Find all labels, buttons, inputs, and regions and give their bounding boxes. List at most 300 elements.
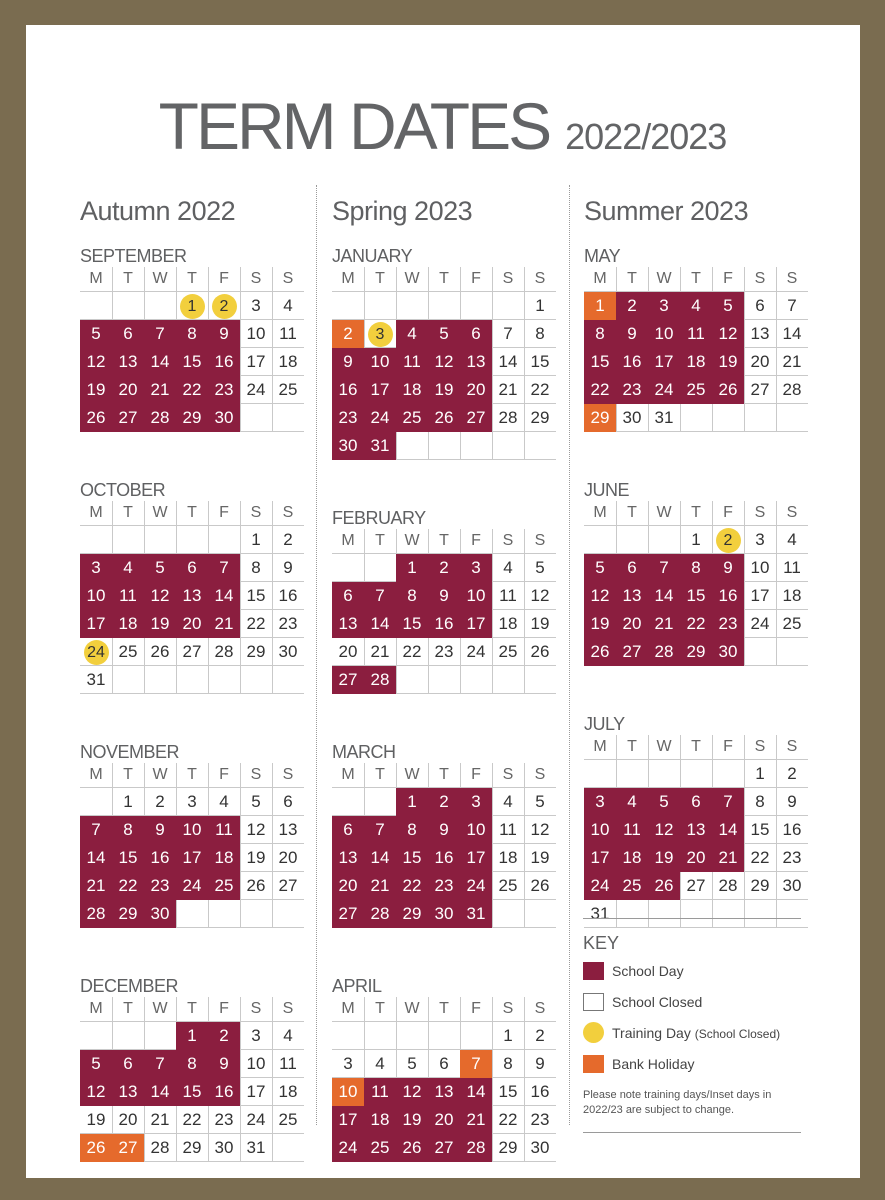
day-cell-closed: 29 [182,1138,202,1157]
training-day-marker: 24 [84,640,109,665]
weekday-header: T [375,1000,385,1017]
day-cell-school: 12 [428,348,460,376]
month-name: DECEMBER [80,976,179,996]
weekday-header: W [404,1000,420,1017]
training-day-marker: 2 [716,528,741,553]
weekday-header: W [152,1000,168,1017]
day-cell-closed: 21 [782,352,802,371]
day-cell-closed: 18 [498,614,518,633]
day-cell-closed: 24 [246,1110,266,1129]
weekday-header: F [471,270,481,287]
day-cell-school: 23 [428,872,460,900]
weekday-header: W [404,532,420,549]
day-cell-school: 3 [80,554,112,582]
day-cell-closed: 26 [150,642,170,661]
month-grid [332,997,556,1163]
day-cell-closed: 3 [251,296,261,315]
page-title [0,88,885,164]
day-cell-closed: 20 [750,352,770,371]
weekday-header: S [250,270,262,287]
day-cell-school: 26 [584,638,616,666]
grid-line [80,693,304,694]
day-cell-school: 24 [332,1134,364,1162]
day-cell-closed: 3 [187,792,197,811]
day-cell-school: 2 [616,292,648,320]
day-cell-closed: 12 [530,586,550,605]
month-grid [80,267,304,433]
day-cell-closed: 24 [246,380,266,399]
training-day-note: (School Closed) [694,1027,781,1041]
day-cell-school: 10 [648,320,680,348]
weekday-header: W [656,504,672,521]
day-cell-school: 2 [208,1022,240,1050]
weekday-header: F [723,270,733,287]
day-cell-closed: 22 [182,1110,202,1129]
day-cell-closed: 8 [535,324,545,343]
day-cell-school: 22 [112,872,144,900]
day-cell-closed: 15 [750,820,770,839]
weekday-header: S [534,270,546,287]
day-cell-closed: 27 [750,380,770,399]
day-cell-closed: 30 [530,1138,550,1157]
day-cell-closed: 18 [278,352,298,371]
school-day-swatch [583,962,604,980]
key-label: School Day [612,963,684,979]
day-cell-training [712,526,744,554]
day-cell-closed: 16 [530,1082,550,1101]
term-title-spring: Spring 2023 [332,196,473,226]
weekday-header: S [250,1000,262,1017]
weekday-header: T [123,504,133,521]
day-cell-closed: 30 [782,876,802,895]
day-cell-school: 28 [364,900,396,928]
month-name: OCTOBER [80,480,166,500]
day-cell-school: 26 [712,376,744,404]
day-cell-school: 26 [80,404,112,432]
day-cell-closed: 30 [278,642,298,661]
day-cell-school: 30 [332,432,364,460]
day-cell-closed: 14 [782,324,802,343]
day-cell-school: 28 [460,1134,492,1162]
weekday-header: T [691,270,701,287]
weekday-header: S [786,738,798,755]
month-name: JUNE [584,480,630,500]
day-cell-training [80,638,112,666]
title-year: 2022/2023 [565,116,727,157]
day-cell-school: 14 [712,816,744,844]
day-cell-school: 23 [712,610,744,638]
day-cell-closed: 7 [503,324,513,343]
day-cell-school: 11 [112,582,144,610]
day-cell-training [364,320,396,348]
weekday-header: M [341,1000,355,1017]
day-cell-school: 1 [396,554,428,582]
day-cell-closed: 14 [498,352,518,371]
day-cell-bank-holiday: 27 [112,1134,144,1162]
weekday-header: M [89,504,103,521]
day-cell-closed: 23 [434,642,454,661]
day-cell-school: 20 [616,610,648,638]
month-grid [80,501,304,695]
day-cell-closed: 25 [498,642,518,661]
training-day-marker: 1 [180,294,205,319]
day-cell-school: 13 [176,582,208,610]
day-cell-school: 3 [648,292,680,320]
day-cell-school: 17 [584,844,616,872]
day-cell-closed: 22 [246,614,266,633]
weekday-header: S [250,766,262,783]
day-cell-school: 13 [680,816,712,844]
weekday-header: S [502,766,514,783]
day-cell-school: 27 [460,404,492,432]
day-cell-closed: 25 [118,642,138,661]
day-cell-school: 6 [176,554,208,582]
day-cell-school: 9 [332,348,364,376]
day-cell-closed: 4 [503,558,513,577]
day-cell-closed: 20 [278,848,298,867]
day-cell-school: 20 [680,844,712,872]
day-cell-school: 5 [80,1050,112,1078]
day-cell-school: 22 [584,376,616,404]
day-cell-school: 2 [428,554,460,582]
day-cell-school: 21 [648,610,680,638]
day-cell-school: 15 [112,844,144,872]
month-name: NOVEMBER [80,742,180,762]
day-cell-closed: 21 [150,1110,170,1129]
day-cell-school: 22 [176,376,208,404]
day-cell-school: 17 [460,844,492,872]
day-cell-closed: 5 [407,1054,417,1073]
day-cell-school: 9 [208,1050,240,1078]
weekday-header: S [502,270,514,287]
day-cell-school: 13 [460,348,492,376]
weekday-header: F [471,1000,481,1017]
day-cell-school: 16 [208,1078,240,1106]
weekday-header: T [691,504,701,521]
day-cell-school: 18 [616,844,648,872]
day-cell-school: 14 [364,844,396,872]
day-cell-school: 26 [648,872,680,900]
day-cell-school: 16 [144,844,176,872]
day-cell-bank-holiday: 29 [584,404,616,432]
day-cell-school: 13 [616,582,648,610]
day-cell-school: 18 [364,1106,396,1134]
day-cell-school: 9 [616,320,648,348]
day-cell-closed: 31 [590,904,610,923]
day-cell-school: 25 [680,376,712,404]
day-cell-school: 5 [584,554,616,582]
weekday-header: T [439,532,449,549]
weekday-header: T [375,270,385,287]
day-cell-school: 23 [332,404,364,432]
month-september [80,245,310,433]
day-cell-school: 10 [584,816,616,844]
month-may [584,245,814,433]
day-cell-closed: 31 [246,1138,266,1157]
day-cell-school: 15 [396,610,428,638]
day-cell-school: 14 [144,348,176,376]
day-cell-school: 15 [584,348,616,376]
column-divider [316,185,317,1125]
day-cell-closed: 25 [278,380,298,399]
weekday-header: M [89,766,103,783]
day-cell-school: 20 [112,376,144,404]
day-cell-school: 6 [460,320,492,348]
day-cell-closed: 28 [498,408,518,427]
day-cell-closed: 5 [535,558,545,577]
day-cell-school: 5 [712,292,744,320]
day-cell-school: 24 [176,872,208,900]
month-march [332,741,562,929]
day-cell-school: 5 [144,554,176,582]
day-cell-school: 12 [584,582,616,610]
day-cell-school: 24 [648,376,680,404]
weekday-header: F [219,504,229,521]
day-cell-school: 19 [396,1106,428,1134]
day-cell-closed: 17 [750,586,770,605]
day-cell-closed: 4 [503,792,513,811]
weekday-header: S [534,532,546,549]
day-cell-closed: 5 [535,792,545,811]
month-name: JULY [584,714,625,734]
day-cell-school: 5 [80,320,112,348]
month-name: FEBRUARY [332,508,426,528]
day-cell-school: 17 [648,348,680,376]
day-cell-school: 25 [364,1134,396,1162]
day-cell-closed: 29 [750,876,770,895]
key-school-day [583,960,803,991]
day-cell-school: 3 [460,554,492,582]
day-cell-school: 26 [428,404,460,432]
weekday-header: F [219,1000,229,1017]
weekday-header: T [375,532,385,549]
day-cell-school: 8 [396,582,428,610]
day-cell-closed: 3 [251,1026,261,1045]
day-cell-closed: 20 [118,1110,138,1129]
weekday-header: S [754,270,766,287]
weekday-header: M [341,270,355,287]
day-cell-bank-holiday: 1 [584,292,616,320]
day-cell-school: 14 [208,582,240,610]
day-cell-closed: 5 [251,792,261,811]
day-cell-closed: 12 [530,820,550,839]
key-label: Bank Holiday [612,1056,695,1072]
day-cell-school: 11 [680,320,712,348]
day-cell-closed: 7 [787,296,797,315]
day-cell-school: 16 [428,844,460,872]
day-cell-closed: 4 [787,530,797,549]
day-cell-school: 19 [144,610,176,638]
day-cell-closed: 9 [787,792,797,811]
day-cell-closed: 10 [246,324,266,343]
day-cell-bank-holiday: 2 [332,320,364,348]
key-top-rule [583,918,801,919]
day-cell-school: 8 [112,816,144,844]
weekday-header: S [282,766,294,783]
bank-holiday-swatch [583,1055,604,1073]
month-october [80,479,310,695]
month-grid [80,997,304,1163]
day-cell-closed: 19 [530,848,550,867]
day-cell-school: 6 [332,582,364,610]
weekday-header: F [219,766,229,783]
day-cell-school: 12 [648,816,680,844]
day-cell-school: 9 [208,320,240,348]
day-cell-school: 8 [584,320,616,348]
day-cell-closed: 1 [535,296,545,315]
weekday-header: S [786,504,798,521]
day-cell-school: 3 [584,788,616,816]
day-cell-closed: 27 [686,876,706,895]
day-cell-closed: 23 [782,848,802,867]
day-cell-school: 1 [396,788,428,816]
day-cell-closed: 1 [691,530,701,549]
day-cell-school: 13 [428,1078,460,1106]
weekday-header: T [123,270,133,287]
day-cell-closed: 15 [246,586,266,605]
day-cell-bank-holiday: 10 [332,1078,364,1106]
weekday-header: S [282,504,294,521]
day-cell-school: 14 [648,582,680,610]
day-cell-school: 6 [680,788,712,816]
day-cell-school: 4 [680,292,712,320]
day-cell-school: 15 [176,1078,208,1106]
weekday-header: T [187,766,197,783]
day-cell-school: 17 [364,376,396,404]
day-cell-school: 19 [648,844,680,872]
day-cell-closed: 15 [530,352,550,371]
month-grid [584,267,808,433]
weekday-header: F [471,766,481,783]
day-cell-school: 29 [112,900,144,928]
weekday-header: F [219,270,229,287]
day-cell-school: 3 [460,788,492,816]
day-cell-school: 11 [208,816,240,844]
day-cell-school: 18 [680,348,712,376]
day-cell-closed: 17 [246,352,266,371]
column-divider [569,185,570,1125]
day-cell-school: 7 [648,554,680,582]
day-cell-closed: 22 [498,1110,518,1129]
day-cell-closed: 17 [246,1082,266,1101]
month-name: MARCH [332,742,396,762]
day-cell-closed: 9 [535,1054,545,1073]
day-cell-closed: 2 [155,792,165,811]
grid-line [332,291,556,292]
day-cell-school: 14 [80,844,112,872]
day-cell-closed: 1 [123,792,133,811]
key-bank-holiday [583,1053,803,1084]
month-name: JANUARY [332,246,413,266]
day-cell-closed: 1 [755,764,765,783]
day-cell-school: 27 [616,638,648,666]
day-cell-school: 14 [460,1078,492,1106]
day-cell-school: 17 [332,1106,364,1134]
day-cell-closed: 27 [182,642,202,661]
day-cell-closed: 29 [530,408,550,427]
weekday-header: T [375,766,385,783]
day-cell-closed: 22 [750,848,770,867]
day-cell-school: 20 [460,376,492,404]
month-grid [584,501,808,667]
weekday-header: T [439,1000,449,1017]
day-cell-closed: 25 [498,876,518,895]
day-cell-school: 8 [176,1050,208,1078]
day-cell-school: 27 [332,900,364,928]
weekday-header: W [404,270,420,287]
day-cell-school: 15 [680,582,712,610]
day-cell-school: 21 [712,844,744,872]
weekday-header: F [723,738,733,755]
day-cell-school: 21 [80,872,112,900]
day-cell-closed: 11 [499,820,517,839]
day-cell-school: 8 [680,554,712,582]
day-cell-closed: 16 [782,820,802,839]
day-cell-school: 28 [80,900,112,928]
day-cell-school: 29 [680,638,712,666]
day-cell-school: 21 [208,610,240,638]
key-school-closed [583,991,803,1022]
day-cell-school: 10 [80,582,112,610]
weekday-header: T [627,504,637,521]
day-cell-closed: 1 [251,530,261,549]
day-cell-school: 30 [208,404,240,432]
weekday-header: S [282,1000,294,1017]
day-cell-closed: 4 [375,1054,385,1073]
day-cell-school: 20 [332,872,364,900]
training-day-marker: 3 [368,322,393,347]
month-grid [584,735,808,929]
day-cell-school: 19 [584,610,616,638]
weekday-header: W [152,504,168,521]
day-cell-school: 10 [460,582,492,610]
key-title: KEY [583,933,620,953]
day-cell-closed: 16 [278,586,298,605]
month-july [584,713,814,929]
weekday-header: S [502,1000,514,1017]
day-cell-school: 11 [616,816,648,844]
day-cell-closed: 11 [279,324,297,343]
day-cell-closed: 28 [214,642,234,661]
day-cell-school: 24 [584,872,616,900]
weekday-header: W [152,766,168,783]
day-cell-closed: 13 [278,820,298,839]
day-cell-school: 7 [364,816,396,844]
day-cell-school: 6 [112,320,144,348]
day-cell-school: 30 [144,900,176,928]
day-cell-school: 30 [428,900,460,928]
day-cell-closed: 6 [283,792,293,811]
day-cell-school: 17 [460,610,492,638]
day-cell-school: 18 [396,376,428,404]
day-cell-bank-holiday: 7 [460,1050,492,1078]
weekday-header: M [341,766,355,783]
day-cell-closed: 19 [246,848,266,867]
day-cell-school: 13 [332,610,364,638]
day-cell-school: 8 [396,816,428,844]
month-november [80,741,310,929]
weekday-header: W [404,766,420,783]
day-cell-school: 9 [712,554,744,582]
day-cell-closed: 10 [750,558,770,577]
weekday-header: W [152,270,168,287]
weekday-header: M [89,270,103,287]
day-cell-school: 30 [712,638,744,666]
day-cell-school: 23 [144,872,176,900]
day-cell-school: 16 [616,348,648,376]
weekday-header: T [187,270,197,287]
day-cell-closed: 26 [530,876,550,895]
